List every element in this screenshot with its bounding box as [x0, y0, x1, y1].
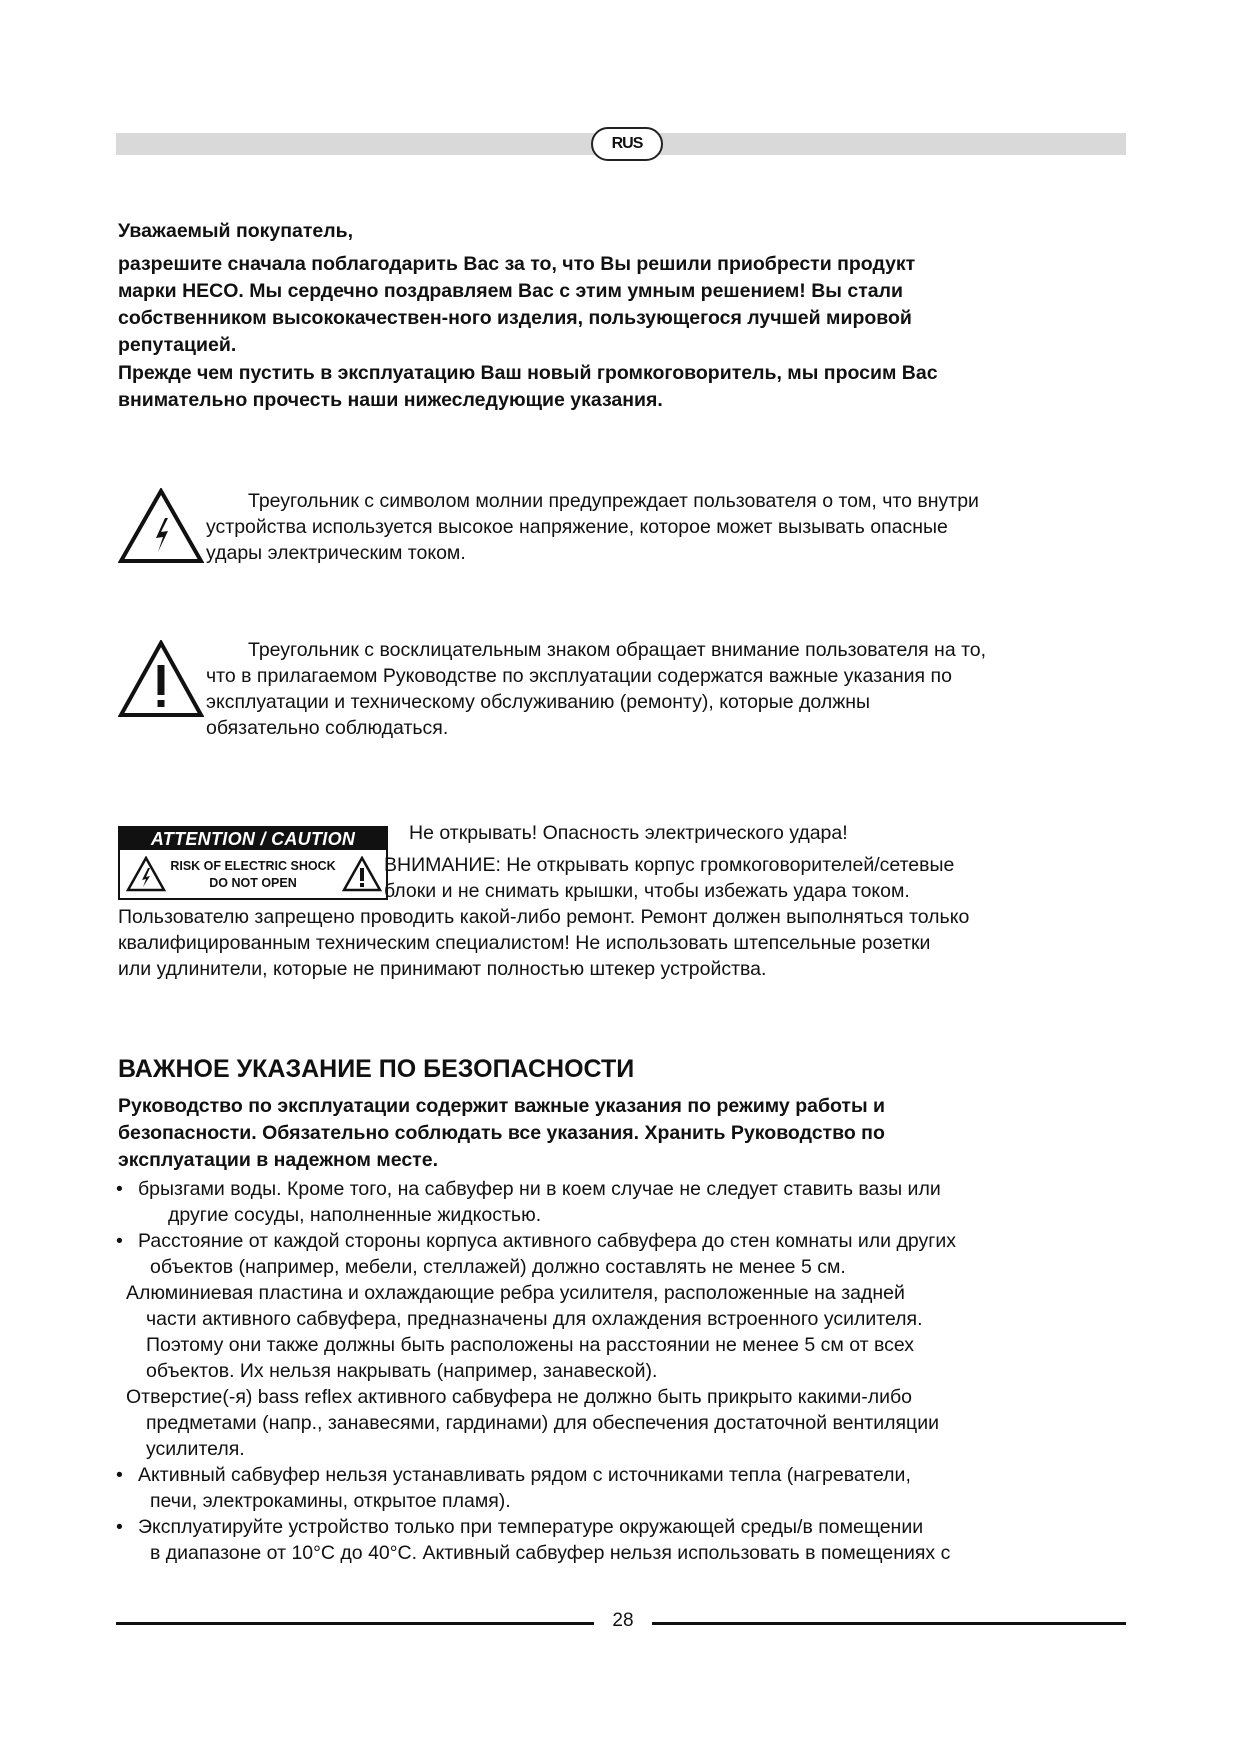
caution-label — [118, 826, 388, 900]
lightning-warning-text — [206, 488, 1126, 566]
intro-paragraph-2 — [118, 360, 1128, 414]
text-line: квалифицированным техническим специалистом! Не использовать штепсельные розетки — [118, 932, 931, 954]
intro-line: Прежде чем пустить в эксплуатацию Ваш новый громкоговоритель, мы просим Вас — [118, 362, 938, 384]
text-line: Треугольник с символом молнии предупреждает пользователя о том, что внутри — [248, 490, 979, 512]
text-line: или удлинители, которые не принимают полностью штекер устройства. — [118, 958, 767, 980]
caution-label-line: DO NOT OPEN — [209, 876, 297, 890]
intro-line: марки HECO. Мы сердечно поздравляем Вас с этим умным решением! Вы стали — [118, 280, 903, 302]
safety-intro-line: безопасности. Обязательно соблюдать все указания. Хранить Руководство по — [118, 1122, 885, 1144]
list-line: Отверстие(-я) bass reflex активного сабвуфера не должно быть прикрыто какими-либо — [126, 1386, 913, 1408]
exclamation-warning-text — [206, 637, 1126, 741]
list-item — [116, 1228, 1136, 1280]
list-line: Активный сабвуфер нельзя устанавливать рядом с источниками тепла (нагреватели, — [138, 1464, 911, 1486]
list-line: Расстояние от каждой стороны корпуса активного сабвуфера до стен комнаты или других — [138, 1230, 956, 1252]
caution-text-right — [384, 820, 1144, 904]
list-line: объектов (например, мебели, стеллажей) должно составлять не менее 5 см. — [150, 1256, 846, 1278]
intro-line: собственником высококачествен-ного изделия, пользующегося лучшей мировой — [118, 307, 912, 329]
list-line: усилителя. — [146, 1438, 245, 1460]
list-item — [116, 1280, 1136, 1384]
safety-intro-line: эксплуатации в надежном месте. — [118, 1149, 438, 1171]
list-item — [116, 1514, 1136, 1566]
caution-label-header: ATTENTION / CAUTION — [120, 828, 386, 850]
list-line: Алюминиевая пластина и охлаждающие ребра усилителя, расположенные на задней — [126, 1282, 905, 1304]
list-line: Поэтому они также должны быть расположены на расстоянии не менее 5 см от всех — [146, 1334, 915, 1356]
page-number: 28 — [612, 1610, 634, 1631]
text-line: Не открывать! Опасность электрического удара! — [409, 822, 848, 844]
text-line: эксплуатации и техническому обслуживанию (ремонту), которые должны — [206, 691, 871, 713]
list-line: части активного сабвуфера, предназначены для охлаждения встроенного усилителя. — [146, 1308, 923, 1330]
safety-list — [116, 1176, 1136, 1566]
bullet-mark: • — [116, 1516, 123, 1538]
intro-line: разрешите сначала поблагодарить Вас за то, что Вы решили приобрести продукт — [118, 253, 916, 275]
text-line: устройства используется высокое напряжение, которое может вызывать опасные — [206, 516, 948, 538]
footer-rule-right — [652, 1622, 1126, 1625]
safety-intro — [118, 1093, 1128, 1174]
list-item — [116, 1462, 1136, 1514]
caution-label-line: RISK OF ELECTRIC SHOCK — [170, 859, 336, 873]
list-line: печи, электрокамины, открытое пламя). — [150, 1490, 511, 1512]
bullet-mark: • — [116, 1230, 123, 1252]
intro-line: репутацией. — [118, 334, 237, 356]
exclamation-warning-icon — [118, 640, 204, 718]
caution-label-body — [120, 858, 386, 892]
language-badge: RUS — [591, 127, 663, 161]
list-item — [116, 1176, 1136, 1228]
text-line: что в прилагаемом Руководстве по эксплуатации содержатся важные указания по — [206, 665, 952, 687]
text-line: удары электрическим током. — [206, 542, 466, 564]
list-line: брызгами воды. Кроме того, на сабвуфер ни в коем случае не следует ставить вазы или — [138, 1178, 941, 1200]
list-line: другие сосуды, наполненные жидкостью. — [168, 1204, 542, 1226]
lightning-warning-icon — [118, 488, 204, 564]
salutation: Уважаемый покупатель, — [118, 220, 354, 242]
caution-text-full — [118, 904, 1138, 982]
text-line: обязательно соблюдаться. — [206, 717, 449, 739]
list-line: в диапазоне от 10°C до 40°C. Активный сабвуфер нельзя использовать в помещениях с — [150, 1542, 951, 1564]
intro-paragraph-1 — [118, 251, 1128, 359]
text-line: Треугольник с восклицательным знаком обращает внимание пользователя на то, — [248, 639, 987, 661]
text-line: блоки и не снимать крышки, чтобы избежать удара током. — [384, 880, 910, 902]
list-line: предметами (напр., занавесями, гардинами) для обеспечения достаточной вентиляции — [146, 1412, 939, 1434]
text-line: ВНИМАНИЕ: Не открывать корпус громкоговорителей/сетевые — [384, 854, 955, 876]
text-line: Пользователю запрещено проводить какой-либо ремонт. Ремонт должен выполняться только — [118, 906, 970, 928]
intro-line: внимательно прочесть наши нижеследующие указания. — [118, 389, 663, 411]
safety-heading: ВАЖНОЕ УКАЗАНИЕ ПО БЕЗОПАСНОСТИ — [118, 1055, 635, 1083]
footer-rule-left — [116, 1622, 594, 1625]
bullet-mark: • — [116, 1178, 123, 1200]
list-item — [116, 1384, 1136, 1462]
list-line: объектов. Их нельзя накрывать (например, занавеской). — [146, 1360, 658, 1382]
list-line: Эксплуатируйте устройство только при температуре окружающей среды/в помещении — [138, 1516, 924, 1538]
bullet-mark: • — [116, 1464, 123, 1486]
safety-intro-line: Руководство по эксплуатации содержит важные указания по режиму работы и — [118, 1095, 886, 1117]
